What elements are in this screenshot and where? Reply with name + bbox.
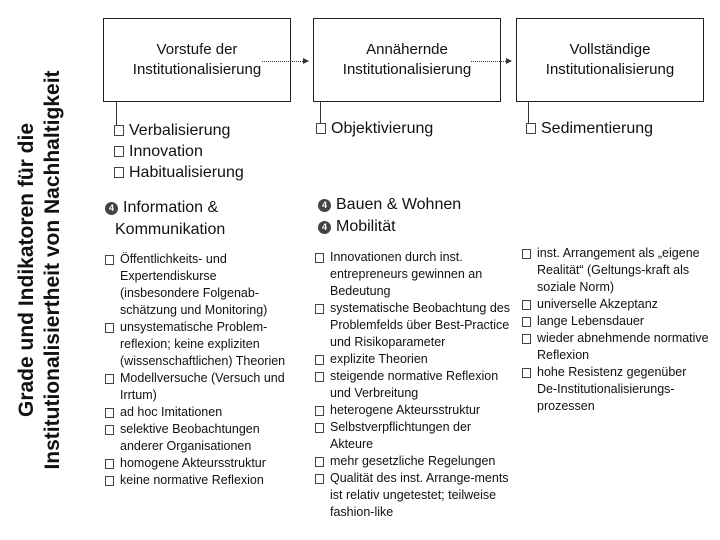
stage2-bullets	[314, 118, 504, 139]
stage-box-complete-line1: Vollständige	[569, 41, 651, 58]
list-item: Habitualisierung	[112, 162, 302, 183]
list-item: ad hoc Imitationen	[103, 404, 293, 421]
list-item: Innovation	[112, 141, 302, 162]
list-item: keine normative Reflexion	[103, 472, 293, 489]
number-icon: 4	[105, 202, 118, 215]
diagram-title: Grade und Indikatoren für die Institutionalisiertheit von Nachhaltigkeit	[15, 70, 64, 470]
group-title-building	[318, 194, 538, 238]
stage-box-approximate	[313, 18, 501, 102]
group-information-line1: Information &	[123, 199, 219, 216]
list-item: lange Lebensdauer	[520, 313, 710, 330]
list-item: homogene Akteursstruktur	[103, 455, 293, 472]
stage-box-preliminary-line1: Vorstufe der	[156, 41, 238, 58]
list-item: Innovationen durch inst. entrepreneurs gewinnen an Bedeutung	[313, 249, 511, 300]
list-item: Modellversuche (Versuch und Irrtum)	[103, 370, 293, 404]
list-item: inst. Arrangement als „eigene Realität“ (Geltungs-kraft als soziale Norm)	[520, 245, 710, 296]
list-item: hohe Resistenz gegenüber De-Institutionalisierungs-prozessen	[520, 364, 710, 415]
stage3-bullets	[524, 118, 714, 139]
list-item: Qualität des inst. Arrange-ments ist relativ ungetestet; teilweise fashion-like	[313, 470, 511, 521]
indicators-column-2	[313, 249, 511, 521]
list-item: heterogene Akteursstruktur	[313, 402, 511, 419]
stage-box-complete-line2: Institutionalisierung	[545, 61, 675, 78]
list-item: wieder abnehmende normative Reflexion	[520, 330, 710, 364]
group-building-label: Bauen & Wohnen	[336, 196, 462, 213]
stage-box-complete	[516, 18, 704, 102]
number-icon: 4	[318, 199, 331, 212]
list-item: unsystematische Problem-reflexion; keine expliziten (wissenschaftlichen) Theorien	[103, 319, 293, 370]
arrow-stage2-to-stage3	[471, 61, 510, 62]
list-item: Selbstverpflichtungen der Akteure	[313, 419, 511, 453]
list-item: universelle Akzeptanz	[520, 296, 710, 313]
list-item: Öffentlichkeits- und Expertendiskurse (insbesondere Folgenab-schätzung und Monitoring)	[103, 251, 293, 319]
vertical-title	[4, 0, 76, 540]
indicators-column-3	[520, 245, 710, 415]
list-item: Sedimentierung	[524, 118, 714, 139]
list-item: Objektivierung	[314, 118, 504, 139]
list-item: steigende normative Reflexion und Verbreitung	[313, 368, 511, 402]
group-title-information	[105, 197, 305, 241]
indicators-column-1	[103, 251, 293, 489]
list-item: Verbalisierung	[112, 120, 302, 141]
list-item: explizite Theorien	[313, 351, 511, 368]
stage-box-preliminary-line2: Institutionalisierung	[132, 61, 262, 78]
number-icon: 4	[318, 221, 331, 234]
stage1-bullets	[112, 120, 302, 183]
stage-box-approximate-line2: Institutionalisierung	[342, 61, 472, 78]
list-item: mehr gesetzliche Regelungen	[313, 453, 511, 470]
stage-box-preliminary	[103, 18, 291, 102]
arrow-stage1-to-stage2	[262, 61, 307, 62]
list-item: systematische Beobachtung des Problemfelds über Best-Practice und Risikoparameter	[313, 300, 511, 351]
group-information-line2: Kommunikation	[115, 221, 226, 238]
stage-box-approximate-line1: Annähernde	[366, 41, 448, 58]
list-item: selektive Beobachtungen anderer Organisationen	[103, 421, 293, 455]
group-mobility-label: Mobilität	[336, 218, 396, 235]
